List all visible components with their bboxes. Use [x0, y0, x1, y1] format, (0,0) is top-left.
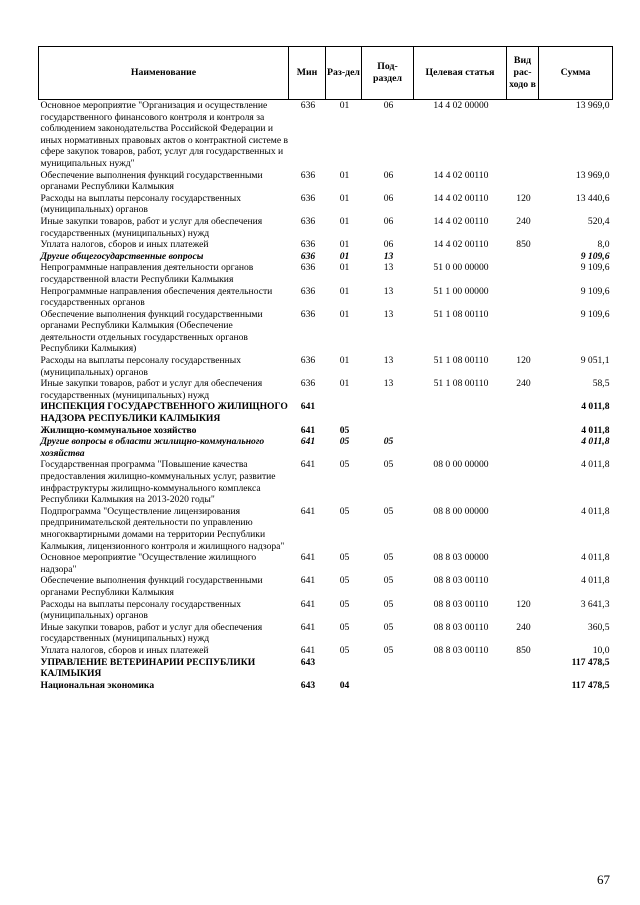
cell-razdel: 01 — [339, 239, 350, 251]
cell-name: Обеспечение выполнения функций государственными органами Республики Калмыкия (Обеспечение деятельности отдельных государственных органов Республики Калмыкия) — [40, 308, 263, 355]
cell-vid — [507, 506, 539, 552]
cell-name: Подпрограмма "Осуществление лицензирования предпринимательской деятельности по управлению многоквартирными домами на территории Республики Калмыкия, лицензионного контроля и жилищного надзора" — [40, 505, 285, 552]
cell-min: 641 — [300, 552, 316, 564]
header-vid: Вид рас-ходо в — [507, 47, 539, 100]
cell-podrazdel: 13 — [383, 262, 394, 274]
cell-article: 14 4 02 00110 — [433, 169, 489, 181]
cell-article: 14 4 02 00110 — [433, 239, 489, 251]
cell-vid — [507, 425, 539, 437]
cell-name: Расходы на выплаты персоналу государственных (муниципальных) органов — [40, 192, 242, 216]
cell-article: 14 4 02 00110 — [433, 192, 489, 204]
cell-podrazdel: 13 — [383, 285, 394, 297]
table-row — [39, 239, 613, 251]
header-podrazdel: Под-раздел — [362, 47, 414, 100]
cell-sum: 9 109,6 — [580, 285, 610, 297]
cell-name: Непрограммные направления обеспечения деятельности государственных органов — [40, 285, 273, 309]
cell-vid — [507, 401, 539, 424]
cell-sum: 4 011,8 — [581, 575, 610, 587]
cell-razdel: 01 — [339, 215, 350, 227]
cell-podrazdel: 05 — [383, 505, 394, 517]
cell-vid: 120 — [516, 598, 531, 610]
cell-vid — [507, 575, 539, 598]
cell-razdel: 05 — [339, 621, 350, 633]
cell-podrazdel — [362, 680, 414, 692]
cell-podrazdel — [362, 425, 414, 437]
table-row — [39, 401, 613, 424]
cell-podrazdel: 05 — [383, 552, 394, 564]
table-row — [39, 378, 613, 401]
cell-podrazdel — [362, 401, 414, 424]
cell-name: Обеспечение выполнения функций государственными органами Республики Калмыкия — [40, 169, 263, 193]
cell-name: Национальная экономика — [40, 679, 155, 691]
cell-vid — [507, 286, 539, 309]
cell-razdel: 05 — [339, 575, 350, 587]
cell-min: 636 — [300, 285, 316, 297]
cell-podrazdel: 06 — [383, 192, 394, 204]
cell-vid — [507, 680, 539, 692]
cell-razdel: 01 — [339, 100, 350, 111]
cell-sum: 9 109,6 — [580, 308, 610, 320]
cell-article: 08 8 03 00110 — [433, 644, 489, 656]
cell-sum: 9 109,6 — [580, 262, 610, 274]
cell-podrazdel: 13 — [383, 250, 394, 262]
cell-sum: 13 969,0 — [575, 169, 610, 181]
cell-sum: 10,0 — [592, 644, 610, 656]
cell-min: 641 — [300, 644, 316, 656]
table-row — [39, 216, 613, 239]
cell-razdel: 01 — [339, 285, 350, 297]
table-row — [39, 355, 613, 378]
table-row — [39, 552, 613, 575]
cell-razdel: 01 — [339, 262, 350, 274]
cell-vid: 850 — [516, 644, 531, 656]
cell-podrazdel: 06 — [383, 215, 394, 227]
cell-vid — [507, 309, 539, 355]
cell-article: 51 1 08 00110 — [433, 355, 489, 367]
cell-podrazdel: 13 — [383, 378, 394, 390]
table-row — [39, 680, 613, 692]
cell-article — [414, 436, 507, 459]
cell-vid — [507, 100, 539, 170]
cell-vid — [507, 436, 539, 459]
cell-vid: 120 — [516, 355, 531, 367]
cell-razdel: 05 — [339, 505, 350, 517]
cell-sum: 4 011,8 — [581, 401, 610, 413]
cell-min: 636 — [300, 100, 316, 111]
cell-vid: 850 — [516, 239, 531, 251]
table-row — [39, 170, 613, 193]
table-row — [39, 286, 613, 309]
cell-min: 641 — [300, 436, 316, 448]
cell-podrazdel: 13 — [383, 308, 394, 320]
table-row — [39, 459, 613, 505]
cell-razdel — [326, 657, 362, 680]
cell-podrazdel: 06 — [383, 239, 394, 251]
table-row — [39, 262, 613, 285]
page-number: 67 — [597, 872, 610, 887]
cell-article — [414, 425, 507, 437]
cell-article: 51 1 08 00110 — [433, 308, 489, 320]
cell-sum: 8,0 — [597, 239, 610, 251]
header-sum: Сумма — [539, 47, 613, 100]
table-row — [39, 575, 613, 598]
cell-name: Обеспечение выполнения функций государственными органами Республики Калмыкия — [40, 575, 263, 598]
table-body — [39, 100, 613, 692]
budget-table — [38, 46, 613, 691]
cell-razdel: 05 — [339, 644, 350, 656]
cell-min: 636 — [300, 262, 316, 274]
cell-name: Государственная программа "Повышение качества предоставления жилищно-коммунальных услуг, развитие инфраструктуры жилищно-коммунального комплекса Республики Калмыкия на 2013-2020 годы" — [40, 459, 276, 506]
cell-name: Основное мероприятие "Организация и осуществление государственного финансового контроля и контроля за соблюдением законодательства Российской Федерации и иных нормативных правовых актов о контрактной системе в сфере закупок товаров, работ, услуг для государственных и муниципальных нужд" — [40, 100, 289, 169]
cell-sum: 13 969,0 — [575, 100, 610, 111]
cell-podrazdel: 13 — [383, 355, 394, 367]
cell-min: 641 — [300, 401, 316, 413]
cell-article: 08 0 00 00000 — [433, 459, 489, 471]
cell-name: Иные закупки товаров, работ и услуг для обеспечения государственных (муниципальных) нужд — [40, 378, 263, 401]
cell-min: 636 — [300, 308, 316, 320]
cell-razdel: 05 — [339, 424, 350, 436]
cell-min: 641 — [300, 598, 316, 610]
cell-razdel: 01 — [339, 192, 350, 204]
cell-podrazdel: 05 — [383, 459, 394, 471]
cell-vid — [507, 170, 539, 193]
cell-razdel: 01 — [339, 308, 350, 320]
table-row — [39, 599, 613, 622]
cell-min: 641 — [300, 459, 316, 471]
cell-vid — [507, 459, 539, 505]
cell-min: 643 — [300, 679, 316, 691]
cell-article: 08 8 03 00110 — [433, 575, 489, 587]
cell-podrazdel — [362, 657, 414, 680]
cell-article: 51 1 08 00110 — [433, 378, 489, 390]
cell-podrazdel: 06 — [383, 100, 394, 111]
cell-article: 08 8 03 00000 — [433, 552, 489, 564]
header-article: Целевая статья — [414, 47, 507, 100]
cell-sum: 13 440,6 — [575, 192, 610, 204]
cell-name: Расходы на выплаты персоналу государственных (муниципальных) органов — [40, 355, 242, 378]
table-row — [39, 193, 613, 216]
table-row — [39, 309, 613, 355]
cell-podrazdel: 05 — [383, 598, 394, 610]
cell-article: 08 8 03 00110 — [433, 621, 489, 633]
cell-min: 641 — [300, 505, 316, 517]
cell-article — [414, 401, 507, 424]
cell-article: 14 4 02 00000 — [433, 100, 489, 111]
cell-razdel: 05 — [339, 598, 350, 610]
table-row — [39, 251, 613, 263]
cell-razdel: 05 — [339, 459, 350, 471]
cell-min: 636 — [300, 192, 316, 204]
cell-min: 636 — [300, 355, 316, 367]
cell-sum: 117 478,5 — [571, 656, 610, 668]
cell-vid: 240 — [516, 378, 531, 390]
table-row — [39, 657, 613, 680]
cell-name: Иные закупки товаров, работ и услуг для обеспечения государственных (муниципальных) нужд — [40, 621, 263, 645]
cell-name: Непрограммные направления деятельности органов государственной власти Республики Калмыкия — [40, 262, 254, 285]
cell-article: 08 8 03 00110 — [433, 598, 489, 610]
table-header-row — [39, 47, 613, 100]
cell-min: 636 — [300, 378, 316, 390]
cell-min: 636 — [300, 239, 316, 251]
cell-name: УПРАВЛЕНИЕ ВЕТЕРИНАРИИ РЕСПУБЛИКИ КАЛМЫКИЯ — [40, 656, 256, 680]
cell-razdel — [326, 401, 362, 424]
cell-name: Уплата налогов, сборов и иных платежей — [40, 239, 209, 251]
cell-sum: 4 011,8 — [581, 424, 610, 436]
cell-name: Другие вопросы в области жилищно-коммунального хозяйства — [40, 436, 265, 459]
cell-min: 641 — [300, 575, 316, 587]
cell-min: 636 — [300, 215, 316, 227]
cell-vid: 240 — [516, 215, 531, 227]
cell-min: 641 — [300, 424, 316, 436]
cell-name: Другие общегосударственные вопросы — [40, 250, 204, 262]
cell-razdel: 01 — [339, 169, 350, 181]
table-row — [39, 645, 613, 657]
cell-article — [414, 680, 507, 692]
cell-sum: 360,5 — [587, 621, 610, 633]
cell-sum: 520,4 — [587, 215, 610, 227]
cell-razdel: 01 — [339, 378, 350, 390]
table-row — [39, 506, 613, 552]
header-min: Мин — [289, 47, 326, 100]
cell-min: 641 — [300, 621, 316, 633]
cell-name: Основное мероприятие "Осуществление жилищного надзора" — [40, 552, 257, 575]
cell-razdel: 01 — [339, 355, 350, 367]
cell-name: Расходы на выплаты персоналу государственных (муниципальных) органов — [40, 598, 242, 622]
cell-sum: 4 011,8 — [581, 459, 610, 471]
cell-sum: 4 011,8 — [581, 436, 610, 448]
cell-sum: 117 478,5 — [571, 679, 610, 691]
table-row — [39, 100, 613, 170]
cell-podrazdel: 05 — [383, 621, 394, 633]
cell-name: ИНСПЕКЦИЯ ГОСУДАРСТВЕННОГО ЖИЛИЩНОГО НАДЗОРА РЕСПУБЛИКИ КАЛМЫКИЯ — [40, 401, 288, 425]
cell-sum: 4 011,8 — [581, 505, 610, 517]
cell-podrazdel: 05 — [383, 436, 394, 448]
cell-name: Иные закупки товаров, работ и услуг для обеспечения государственных (муниципальных) нужд — [40, 215, 263, 239]
cell-name: Уплата налогов, сборов и иных платежей — [40, 644, 209, 656]
cell-article: 51 1 00 00000 — [433, 285, 489, 297]
cell-sum: 58,5 — [592, 378, 610, 390]
cell-razdel: 05 — [339, 436, 350, 448]
cell-min: 636 — [300, 169, 316, 181]
cell-sum: 3 641,3 — [580, 598, 610, 610]
cell-article: 08 8 00 00000 — [433, 505, 489, 517]
table-row — [39, 436, 613, 459]
cell-vid — [507, 262, 539, 285]
cell-vid: 120 — [516, 192, 531, 204]
cell-razdel: 05 — [339, 552, 350, 564]
cell-vid: 240 — [516, 621, 531, 633]
cell-min: 636 — [300, 250, 316, 262]
cell-article: 14 4 02 00110 — [433, 215, 489, 227]
table-row — [39, 425, 613, 437]
cell-vid — [507, 552, 539, 575]
cell-podrazdel: 05 — [383, 575, 394, 587]
cell-vid — [507, 657, 539, 680]
cell-article: 51 0 00 00000 — [433, 262, 489, 274]
header-name: Наименование — [39, 47, 289, 100]
cell-name: Жилищно-коммунальное хозяйство — [40, 424, 197, 436]
cell-article — [414, 251, 507, 263]
cell-min: 643 — [300, 656, 316, 668]
cell-sum: 9 109,6 — [580, 250, 610, 262]
cell-article — [414, 657, 507, 680]
cell-sum: 9 051,1 — [580, 355, 610, 367]
cell-podrazdel: 06 — [383, 169, 394, 181]
cell-sum: 4 011,8 — [581, 552, 610, 564]
cell-vid — [507, 251, 539, 263]
header-razdel: Раз-дел — [326, 47, 362, 100]
cell-razdel: 01 — [339, 250, 350, 262]
cell-podrazdel: 05 — [383, 644, 394, 656]
cell-razdel: 04 — [339, 679, 350, 691]
table-row — [39, 622, 613, 645]
